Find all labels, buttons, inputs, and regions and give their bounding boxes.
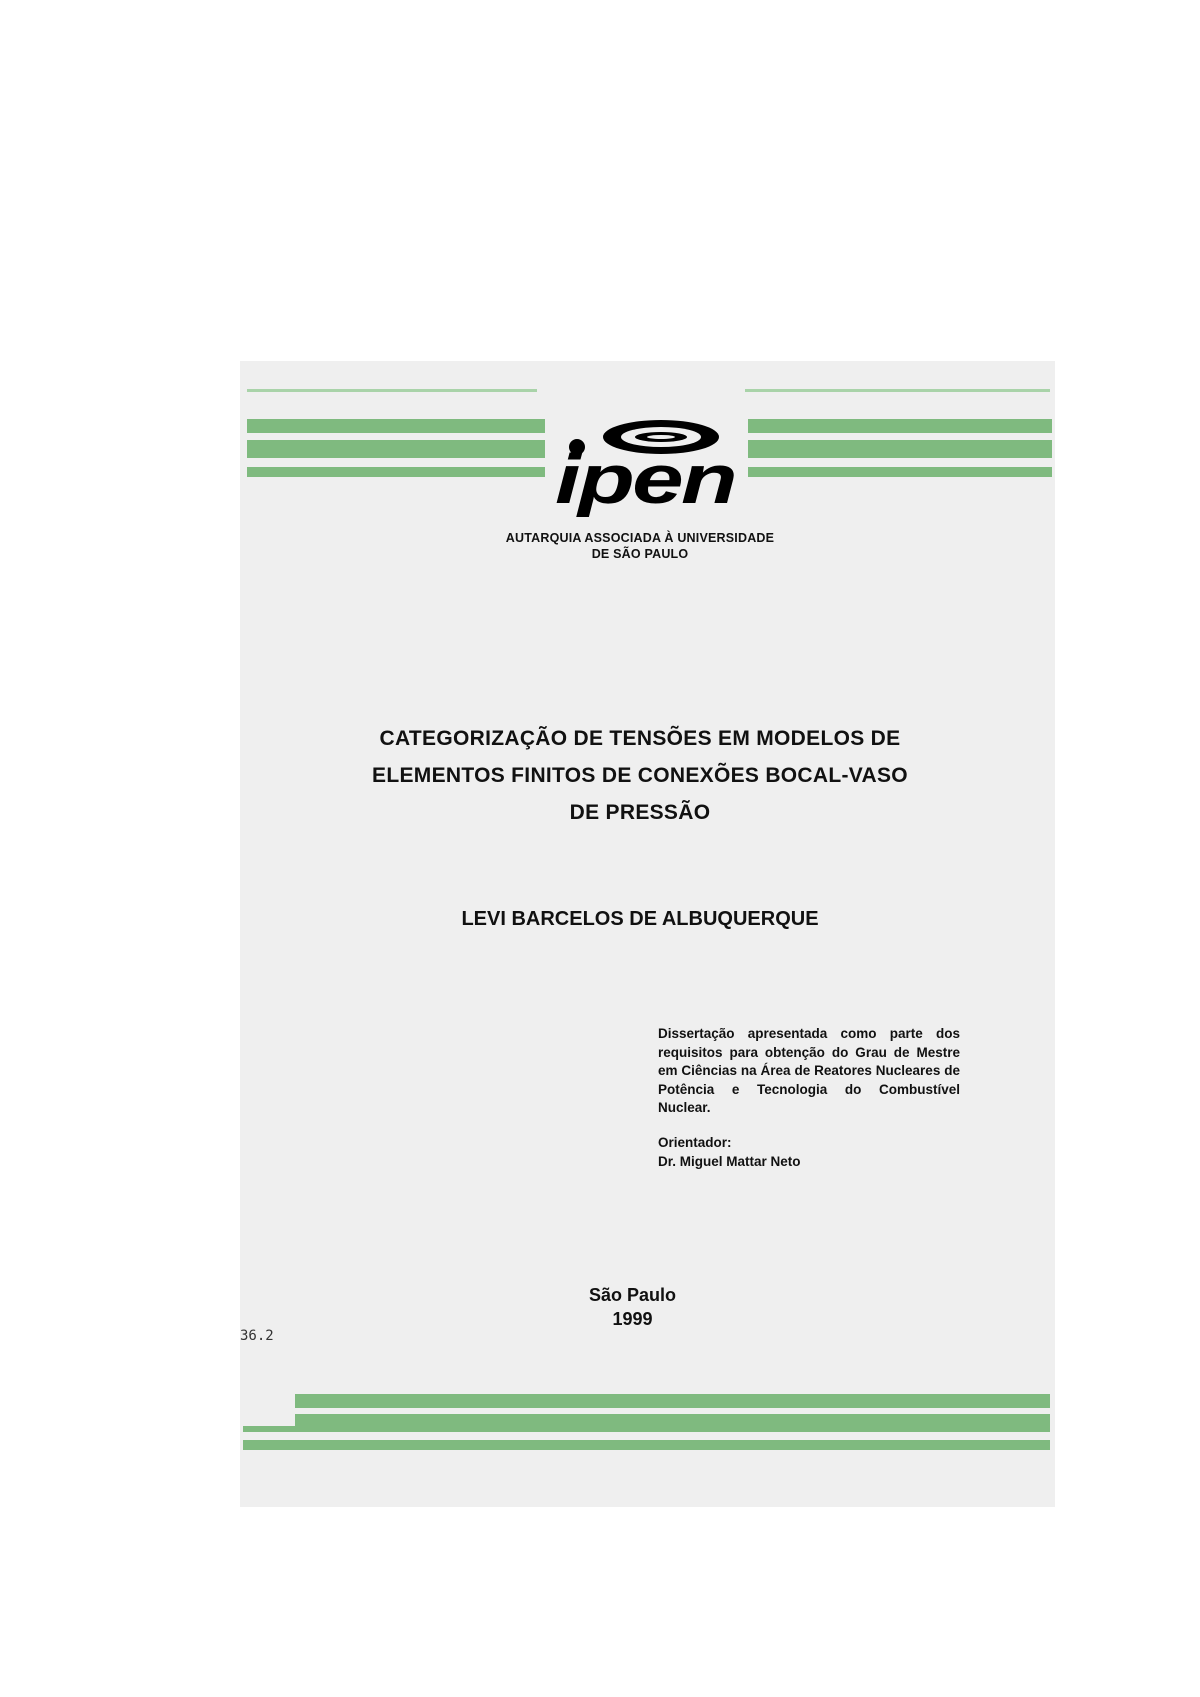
- year: 1999: [612, 1309, 653, 1329]
- author-name: LEVI BARCELOS DE ALBUQUERQUE: [461, 908, 819, 930]
- affiliation-line-2: DE SÃO PAULO: [591, 547, 689, 561]
- advisor-label: Orientador:: [658, 1135, 732, 1150]
- advisor: [658, 1134, 960, 1171]
- affiliation-line-1: AUTARQUIA ASSOCIADA À UNIVERSIDADE: [505, 531, 775, 545]
- ipen-logo-icon: [555, 417, 745, 517]
- ipen-logo: [555, 417, 745, 517]
- title-line-2: ELEMENTOS FINITOS DE CONEXÕES BOCAL-VASO: [372, 764, 908, 787]
- call-number: 36.2: [240, 1328, 274, 1344]
- document-title: [320, 720, 960, 831]
- ipen-logo-text: ipen: [555, 440, 735, 517]
- title-line-3: DE PRESSÃO: [569, 801, 711, 824]
- advisor-name: Dr. Miguel Mattar Neto: [658, 1153, 801, 1169]
- title-line-1: CATEGORIZAÇÃO DE TENSÕES EM MODELOS DE: [379, 727, 901, 750]
- affiliation: [440, 530, 840, 562]
- place: São Paulo: [588, 1285, 677, 1305]
- place-and-year: [540, 1283, 725, 1331]
- dissertation-description: Dissertação apresentada como parte dos requisitos para obtenção do Grau de Mestre em Ciências na Área de Reatores Nucleares de Potência e Tecnologia do Combustível Nuclear.: [658, 1026, 960, 1115]
